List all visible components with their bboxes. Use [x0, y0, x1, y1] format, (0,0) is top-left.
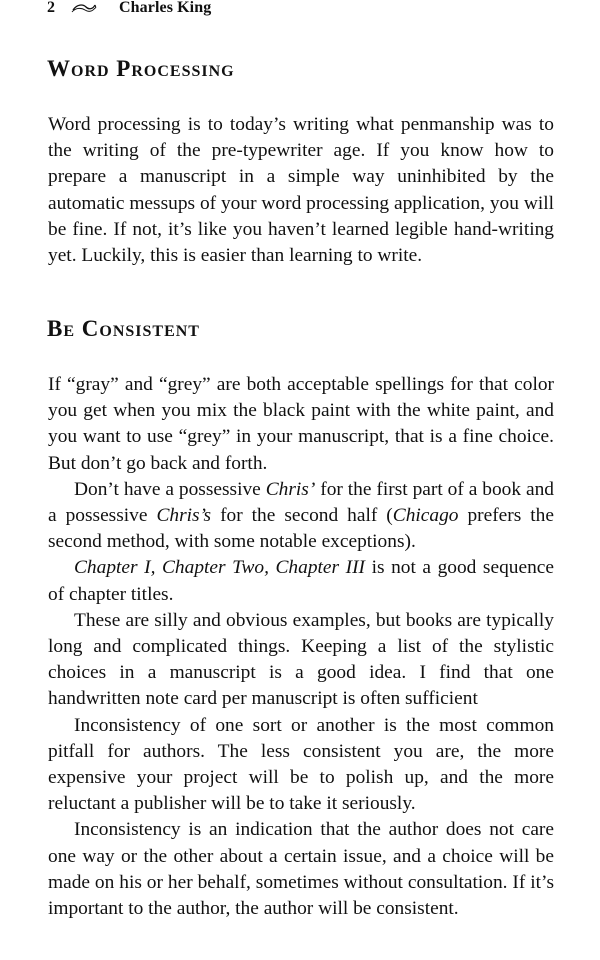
text-segment: for the first part of a book and a possessive: [48, 478, 555, 527]
paragraph: [48, 112, 554, 269]
text-segment: prefers the second method, with some notable exceptions).: [48, 505, 554, 553]
text-segment: Don’t have a possessive: [74, 478, 266, 500]
italic-text: Chicago: [392, 505, 459, 527]
section-body-word-processing: [48, 112, 554, 269]
text-segment: Inconsistency is an indication that the author does not care one way or the other about a certain issue, and a choice will be made on his or her behalf, sometimes without consultation. If it’s important to the author, the author will be consistent.: [48, 819, 554, 920]
italic-text: Chris’: [265, 478, 316, 500]
text-segment: Inconsistency of one sort or another is the most common pitfall for authors. The less consistent you are, the more expensive your project will be to polish up, and the more reluctant a publisher will be to take it seriously.: [48, 714, 554, 815]
running-head: [47, 0, 211, 19]
page-number: 2: [47, 0, 55, 16]
text-segment: These are silly and obvious examples, but books are typically long and complicated things. Keeping a list of the stylistic choices in a manuscript is a good idea. I find that one handwritten note card per manuscript is often sufficient: [48, 609, 554, 710]
section-heading-be-consistent: Be Consistent: [47, 316, 200, 341]
section-heading-word-processing: Word Processing: [47, 56, 235, 81]
italic-text: Chris’s: [156, 505, 212, 527]
flourish-ornament-icon: [71, 2, 119, 14]
text-segment: for the second half (: [211, 505, 393, 527]
text-segment: Word processing is to today’s writing what penmanship was to the writing of the pre-typewriter age. If you know how to prepare a manuscript in a simple way uninhibited by the automatic messups of your word processing application, you will be fine. If not, it’s like you haven’t learned legible hand-writing yet. Luckily, this is easier than learning to write.: [48, 114, 554, 267]
paragraph: [48, 713, 554, 818]
text-segment: If “gray” and “grey” are both acceptable spellings for that color you get when you mix the black paint with the white paint, and you want to use “grey” in your manuscript, that is a fine choice. But don’t go back and forth.: [48, 374, 554, 474]
author-name: Charles King: [119, 0, 212, 16]
paragraph: [48, 555, 554, 607]
section-body-be-consistent: [48, 372, 554, 922]
paragraph: [48, 608, 554, 713]
italic-text: Chapter I, Chapter Two, Chapter III: [74, 557, 365, 579]
text-segment: is not a good sequence of chapter titles.: [48, 557, 554, 605]
paragraph: [48, 817, 554, 922]
paragraph: [48, 372, 554, 477]
paragraph: [48, 477, 554, 556]
